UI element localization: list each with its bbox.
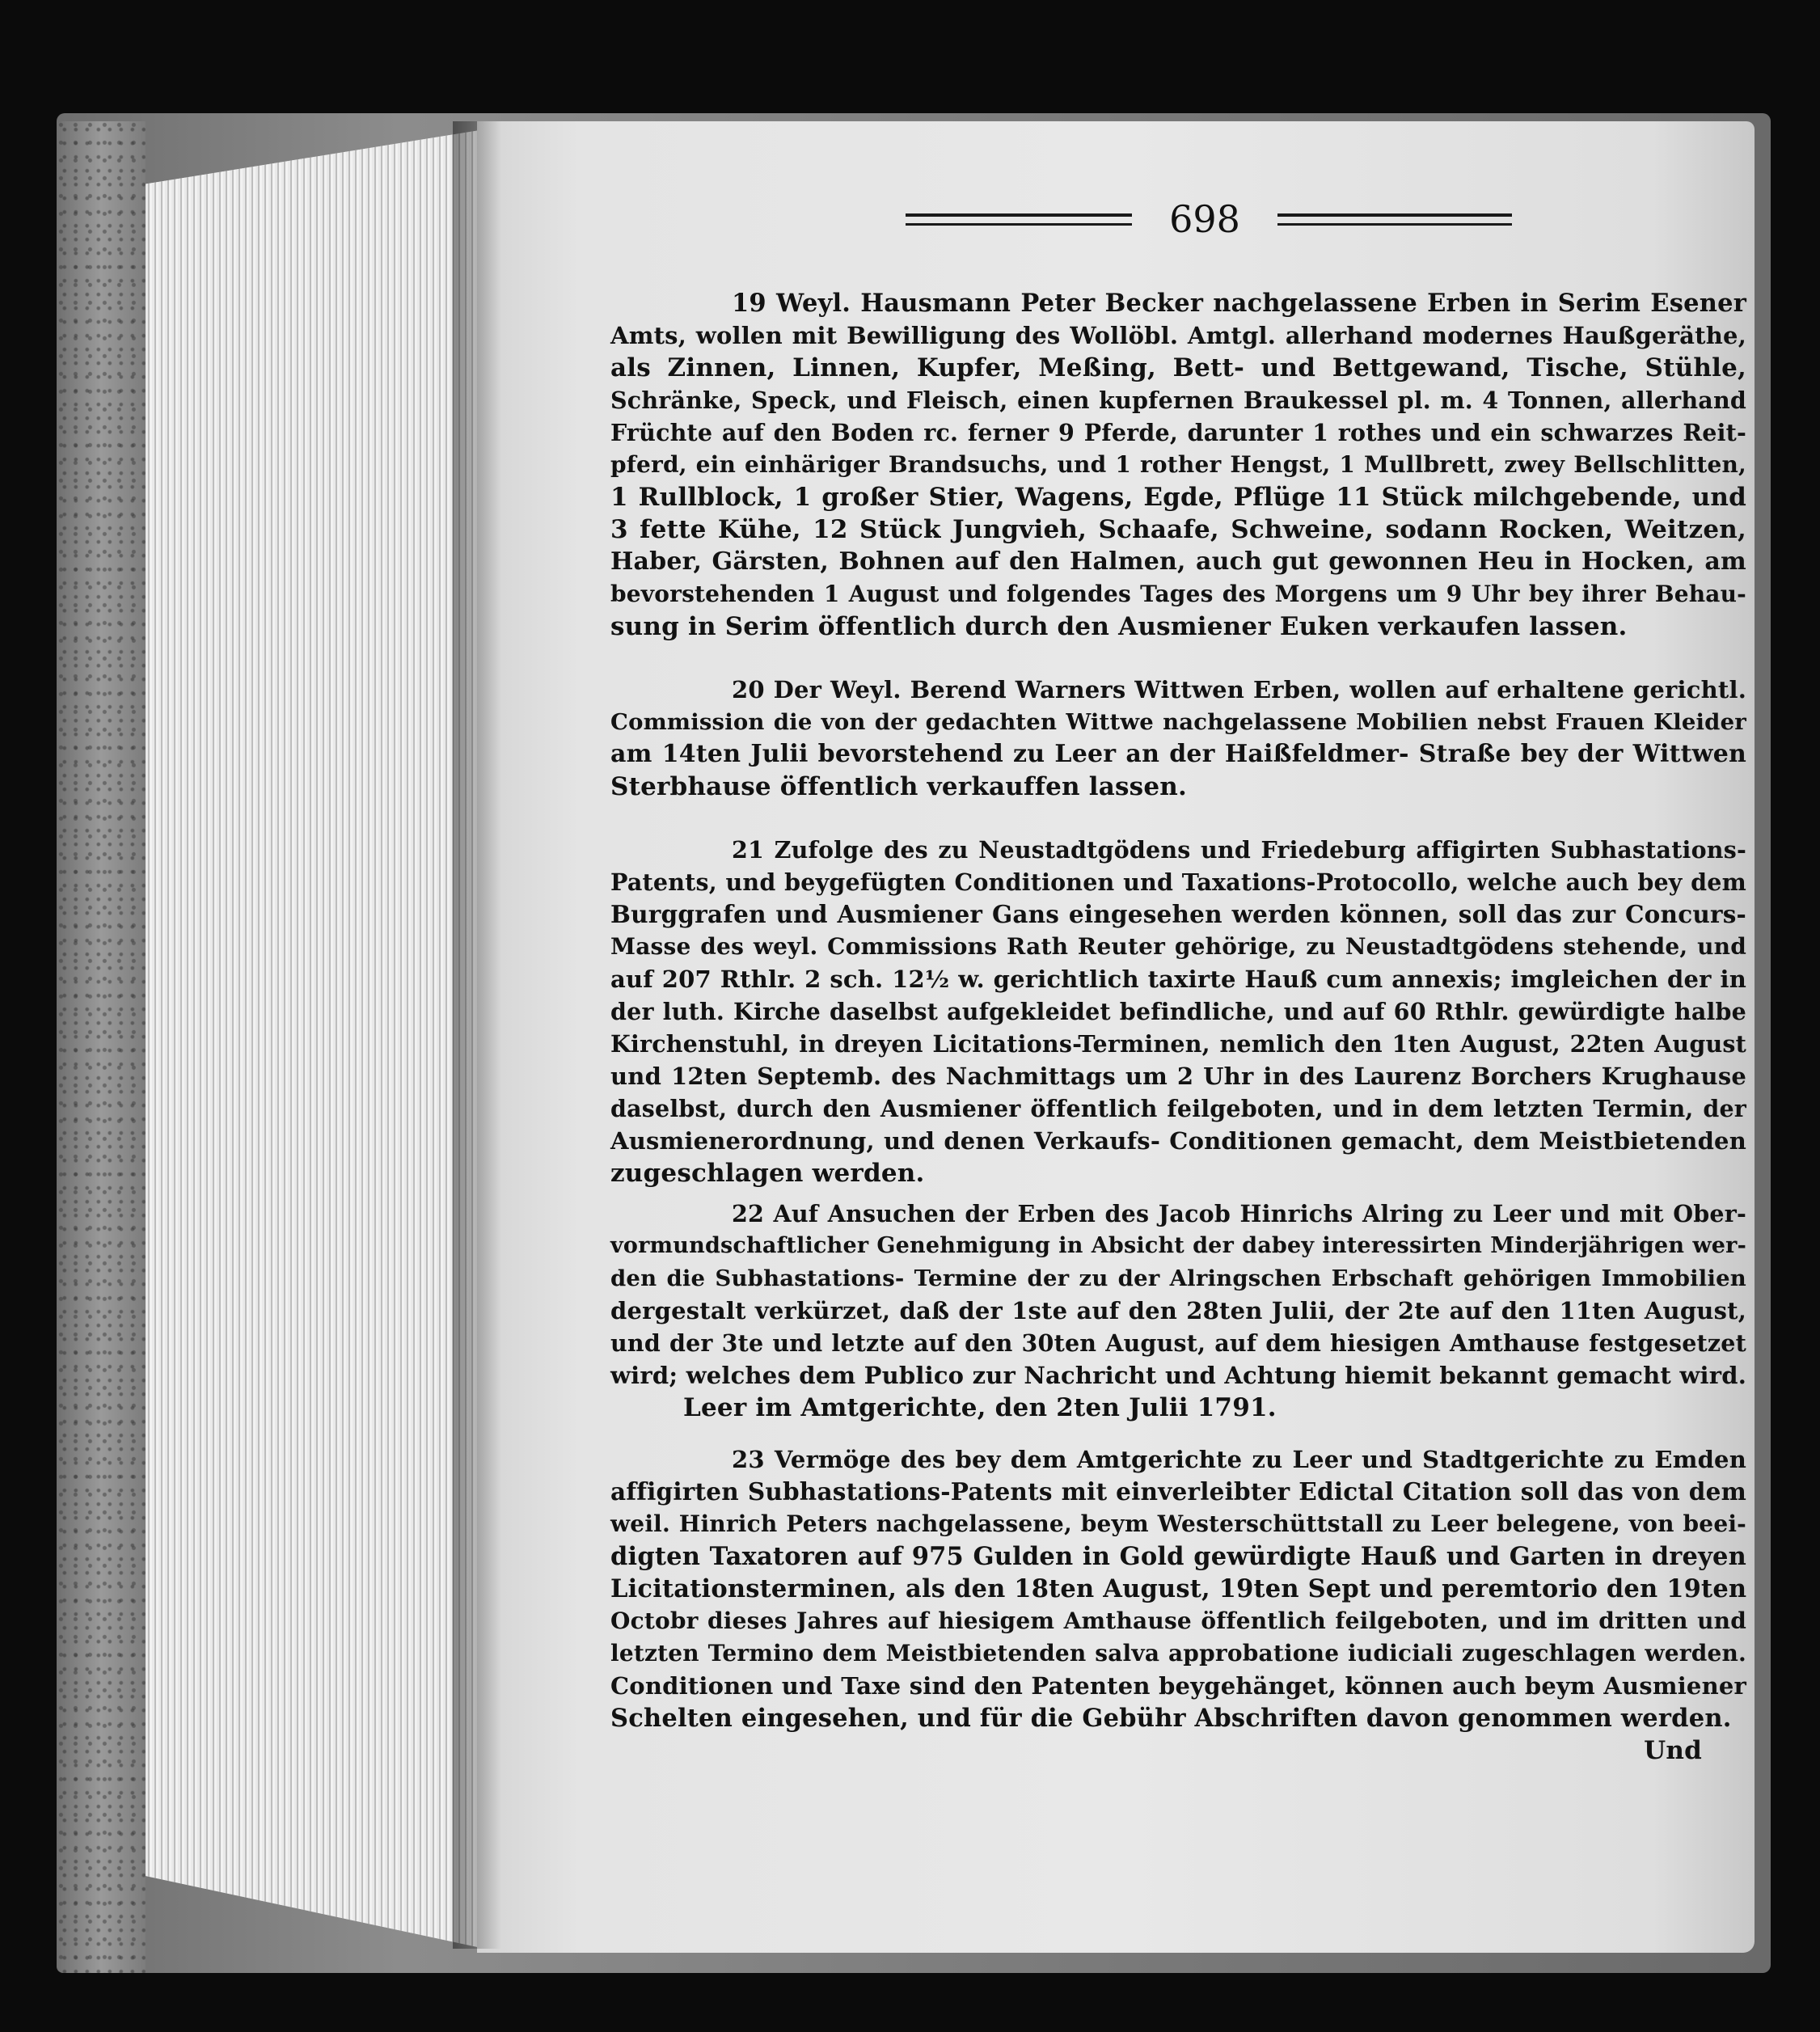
text-line: Conditionen und Taxe sind den Patenten beygehänget, können auch beym Ausmiener xyxy=(610,1672,1746,1700)
text-line: am 14ten Julii bevorstehend zu Leer an der Haißfeldmer- Straße bey der Wittwen xyxy=(610,740,1746,768)
paragraph-19 xyxy=(610,287,1746,643)
text-line: bevorstehenden 1 August und folgendes Tages des Morgens um 9 Uhr bey ihrer Behau- xyxy=(610,581,1746,607)
text-line: daselbst, durch den Ausmiener öffentlich feilgeboten, und in dem letzten Termin, der xyxy=(610,1095,1746,1122)
text-line: Schränke, Speck, und Fleisch, einen kupfernen Braukessel pl. m. 4 Tonnen, allerhand xyxy=(610,387,1746,414)
text-line: Schelten eingesehen, und für die Gebühr Abschriften davon genommen werden. xyxy=(610,1704,1732,1733)
text-line: Ausmienerordnung, und denen Verkaufs- Conditionen gemacht, dem Meistbietenden xyxy=(610,1127,1746,1155)
text-line: 20 Der Weyl. Berend Warners Wittwen Erben, wollen auf erhaltene gerichtl. xyxy=(732,676,1746,703)
text-line: Commission die von der gedachten Wittwe nachgelassene Mobilien nebst Frauen Kleider xyxy=(610,709,1746,735)
gutter-shadow xyxy=(453,121,501,1949)
page-text xyxy=(610,287,1746,1767)
text-line: weil. Hinrich Peters nachgelassene, beym Westerschüttstall zu Leer belegene, von beei- xyxy=(610,1510,1746,1537)
header-rule-right xyxy=(1277,212,1512,230)
text-line: zugeschlagen werden. xyxy=(610,1159,925,1188)
text-line: Sterbhause öffentlich verkauffen lassen. xyxy=(610,772,1187,801)
text-line: Früchte auf den Boden rc. ferner 9 Pferde, darunter 1 rothes und ein schwarzes Reit- xyxy=(610,419,1746,446)
text-line: vormundschaftlicher Genehmigung in Absicht der dabey interessirten Minderjährigen wer- xyxy=(610,1233,1746,1258)
text-line: 3 fette Kühe, 12 Stück Jungvieh, Schaafe, Schweine, sodann Rocken, Weitzen, xyxy=(610,515,1746,544)
text-line: auf 207 Rthlr. 2 sch. 12½ w. gerichtlich taxirte Hauß cum annexis; imgleichen der in xyxy=(610,965,1746,993)
text-line: Octobr dieses Jahres auf hiesigem Amthause öffentlich feilgeboten, und im dritten und xyxy=(610,1607,1746,1634)
text-line: sung in Serim öffentlich durch den Ausmiener Euken verkaufen lassen. xyxy=(610,612,1628,641)
text-line: digten Taxatoren auf 975 Gulden in Gold gewürdigte Hauß und Garten in dreyen xyxy=(610,1542,1746,1571)
text-line: Kirchenstuhl, in dreyen Licitations-Terminen, nemlich den 1ten August, 22ten August xyxy=(610,1030,1746,1058)
text-line: dergestalt verkürzet, daß der 1ste auf den 28ten Julii, der 2te auf den 11ten August, xyxy=(610,1297,1746,1324)
text-line: den die Subhastations- Termine der zu der Alringschen Erbschaft gehörigen Immobilien xyxy=(610,1265,1746,1291)
page-header xyxy=(906,197,1504,243)
paragraph-21 xyxy=(610,834,1746,1189)
text-line: Burggrafen und Ausmiener Gans eingesehen werden können, soll das zur Concurs- xyxy=(610,900,1746,928)
text-line: und 12ten Septemb. des Nachmittags um 2 Uhr in des Laurenz Borchers Krughause xyxy=(610,1062,1746,1090)
text-line: 21 Zufolge des zu Neustadtgödens und Friedeburg affigirten Subhastations- xyxy=(732,836,1746,864)
text-line: 19 Weyl. Hausmann Peter Becker nachgelassene Erben in Serim Esener xyxy=(732,289,1746,318)
page-number: 698 xyxy=(1169,197,1240,241)
text-line: der luth. Kirche daselbst aufgekleidet befindliche, und auf 60 Rthlr. gewürdigte halbe xyxy=(610,998,1746,1025)
text-line: Masse des weyl. Commissions Rath Reuter gehörige, zu Neustadtgödens stehende, und xyxy=(610,933,1746,960)
text-line: Haber, Gärsten, Bohnen auf den Halmen, auch gut gewonnen Heu in Hocken, am xyxy=(610,547,1746,576)
text-line: pferd, ein einhäriger Brandsuchs, und 1 rother Hengst, 1 Mullbrett, zwey Bellschlitten, xyxy=(610,451,1746,478)
text-line: als Zinnen, Linnen, Kupfer, Meßing, Bett- und Bettgewand, Tische, Stühle, xyxy=(610,353,1746,382)
paragraph-20 xyxy=(610,674,1746,803)
text-line: und der 3te und letzte auf den 30ten August, auf dem hiesigen Amthause festgesetzet xyxy=(610,1329,1746,1357)
text-line: 23 Vermöge des bey dem Amtgerichte zu Leer und Stadtgerichte zu Emden xyxy=(732,1446,1746,1473)
text-line: affigirten Subhastations-Patents mit einverleibter Edictal Citation soll das von dem xyxy=(610,1477,1746,1506)
dateline: Leer im Amtgerichte, den 2ten Julii 1791. xyxy=(683,1393,1277,1422)
paragraph-22 xyxy=(610,1198,1746,1424)
header-rule-left xyxy=(906,212,1132,230)
catchword: Und xyxy=(1644,1736,1702,1765)
text-line: 22 Auf Ansuchen der Erben des Jacob Hinrichs Alring zu Leer und mit Ober- xyxy=(732,1200,1746,1227)
text-line: 1 Rullblock, 1 großer Stier, Wagens, Egde, Pflüge 11 Stück milchgebende, und xyxy=(610,483,1746,512)
text-line: letzten Termino dem Meistbietenden salva approbatione iudiciali zugeschlagen werden. xyxy=(610,1640,1746,1667)
text-line: Patents, und beygefügten Conditionen und Taxations-Protocollo, welche auch bey dem xyxy=(610,868,1746,896)
paragraph-23 xyxy=(610,1443,1746,1734)
book-spine xyxy=(57,121,146,1973)
text-line: Licitationsterminen, als den 18ten August, 19ten Sept und peremtorio den 19ten xyxy=(610,1574,1747,1603)
page-edges xyxy=(146,129,485,1949)
text-line: wird; welches dem Publico zur Nachricht und Achtung hiemit bekannt gemacht wird. xyxy=(610,1362,1746,1389)
text-line: Amts, wollen mit Bewilligung des Wollöbl. Amtgl. allerhand modernes Haußgeräthe, xyxy=(610,322,1746,349)
